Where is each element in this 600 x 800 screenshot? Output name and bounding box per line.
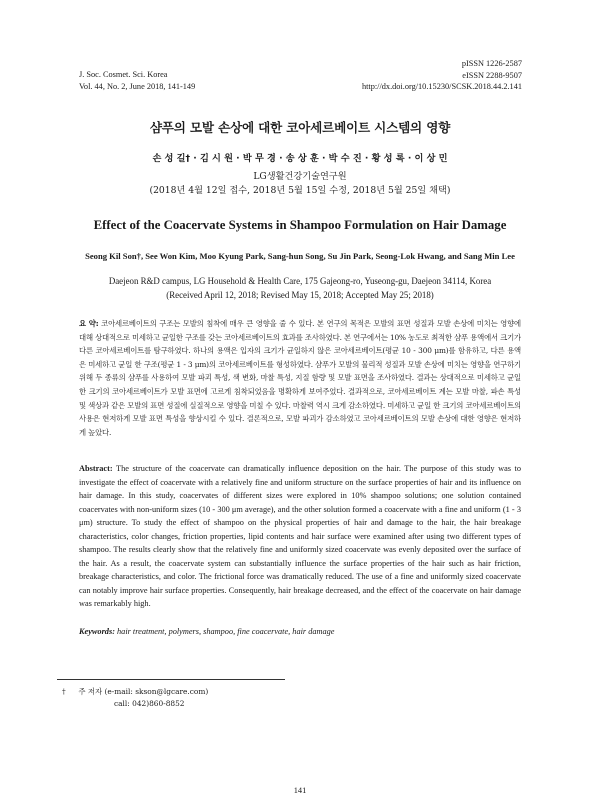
affiliation-english-block: [0, 274, 600, 302]
affiliation-korean-block: [0, 170, 600, 198]
keywords-text: hair treatment, polymers, shampoo, fine coacervate, hair damage: [117, 627, 335, 636]
authors-english: Seong Kil Son†, See Won Kim, Moo Kyung Park, Sang-hun Song, Su Jin Park, Seong-Lok Hwang, and Sang Min Lee: [85, 251, 515, 261]
journal-header-left: [79, 69, 195, 92]
dates-english: (Received April 12, 2018; Revised May 15, 2018; Accepted May 25; 2018): [166, 290, 434, 300]
eissn: eISSN 2288-9507: [462, 70, 522, 80]
abstract-korean: [79, 317, 521, 439]
journal-header-right: [362, 58, 522, 93]
abstract-english-label: Abstract:: [79, 464, 113, 473]
doi-link[interactable]: http://dx.doi.org/10.15230/SCSK.2018.44.2.141: [361, 82, 522, 92]
footnote: [62, 686, 208, 710]
affiliation-korean: LG생활건강기술연구원: [253, 171, 347, 182]
abstract-korean-label: 요 약:: [79, 319, 99, 328]
journal-volume: Vol. 44, No. 2, June 2018, 141-149: [79, 81, 196, 91]
footnote-mark: †: [62, 687, 66, 696]
footnote-line-1: 주 저자 (e-mail: skson@lgcare.com): [78, 687, 209, 696]
dates-korean: (2018년 4월 12일 접수, 2018년 5월 15일 수정, 2018년 5월 25일 채택): [149, 185, 451, 196]
footnote-line-2: call: 042)860-8852: [114, 699, 185, 708]
keywords-label: Keywords:: [79, 627, 115, 636]
abstract-korean-text: 코아세르베이트의 구조는 모발의 침착에 매우 큰 영향을 줄 수 있다. 본 연구의 목적은 모발의 표면 성질과 모발 손상에 미치는 영향에 대해 상대적으로 미세하고 균일한 구조를 갖는 코아세르베이트의 효과를 조사하였다. 본 연구에서는 10% 농도로 최적한 샴푸 용액에서 크기가 다른 코아세르베이트를 탐구하였다. 하나의 용액은 입자의 크기가 균일하지 않은 코아세르베이트(평균 10 - 300 μm)를 함유하고, 다른 용액은 미세하고 균일 한 구조(평균 1 - 3 μm)의 코아세르베이트를 형성하였다. 샴푸가 모발의 물리적 성질과 모발 손상에 미치는 영향을 연구하기 위해 두 종류의 샴푸를 사용하여 모발 파괴 특성, 색 변화, 마찰 특성, 지질 함량 및 모발 표면을 조사하였다. 결과는 상대적으로 미세하고 균일한 크기의 코아세르베이트가 모발 표면에 고르게 침착되었음을 명확하게 보여주었다. 결과적으로, 코아세르베이트 계는 모발 마찰, 파손 특성 및 색상과 같은 모발의 표면 성질에 실질적으로 영향을 미칠 수 있다. 마찰력 역시 크게 감소하였다. 미세하고 균일 한 크기의 코아세르베이트의 사용은 현저하게 모발 표면 특성을 향상시킬 수 있다. 결론적으로, 모발 파괴가 감소하였고 코아세르베이트의 모발 손상에 대한 영향은 현저하게 높았다.: [79, 319, 521, 437]
footnote-divider: [57, 679, 285, 680]
abstract-english-text: The structure of the coacervate can dramatically influence deposition on the hair. The purpose of this study was to investigate the effect of coacervate with a relatively fine and uniform structure on the surface properties of hair and its influence on hair damage. In this study, coacervates of different sizes were explored in 10% shampoo solutions; one solution contained coacervates with non-uniform sizes (10 - 300 μm average), and the other solution formed a coacervate with a fine and uniform (1 - 3 μm) structure. To study the effect of shampoo on the physical properties of hair and damage to the hair, the hair breakage characteristics, color changes, friction properties, lipid contents and hair surface were examined after using two different types of shampoo. The results clearly show that the relatively fine and uniformly sized coacervate was evenly deposited over the surface of the hair. As a result, the coacervate system can substantially influence the surface properties of the hair such as hair friction, breakage characteristics, and color. The frictional force was dramatically reduced. The use of a fine and uniformly sized coacervate can notably improve hair surface properties. Consequently, hair breakage decreased, and the effect of the coacervate on hair damage was remarkably high.: [79, 464, 521, 608]
abstract-english: [79, 462, 521, 611]
pissn: pISSN 1226-2587: [461, 59, 522, 68]
page-number: 141: [293, 786, 307, 795]
keywords: [79, 627, 521, 636]
title-english: Effect of the Coacervate Systems in Shampoo Formulation on Hair Damage: [93, 218, 507, 232]
title-korean: 샴푸의 모발 손상에 대한 코아세르베이트 시스템의 영향: [149, 120, 451, 135]
authors-korean: 손 성 길† · 김 시 원 · 박 무 경 · 송 상 훈 · 박 수 진 · 황 성 록 · 이 상 민: [152, 153, 448, 164]
journal-name: J. Soc. Cosmet. Sci. Korea: [79, 70, 168, 79]
affiliation-english: Daejeon R&D campus, LG Household & Health Care, 175 Gajeong-ro, Yuseong-gu, Daejeon 34114, Korea: [108, 276, 492, 286]
